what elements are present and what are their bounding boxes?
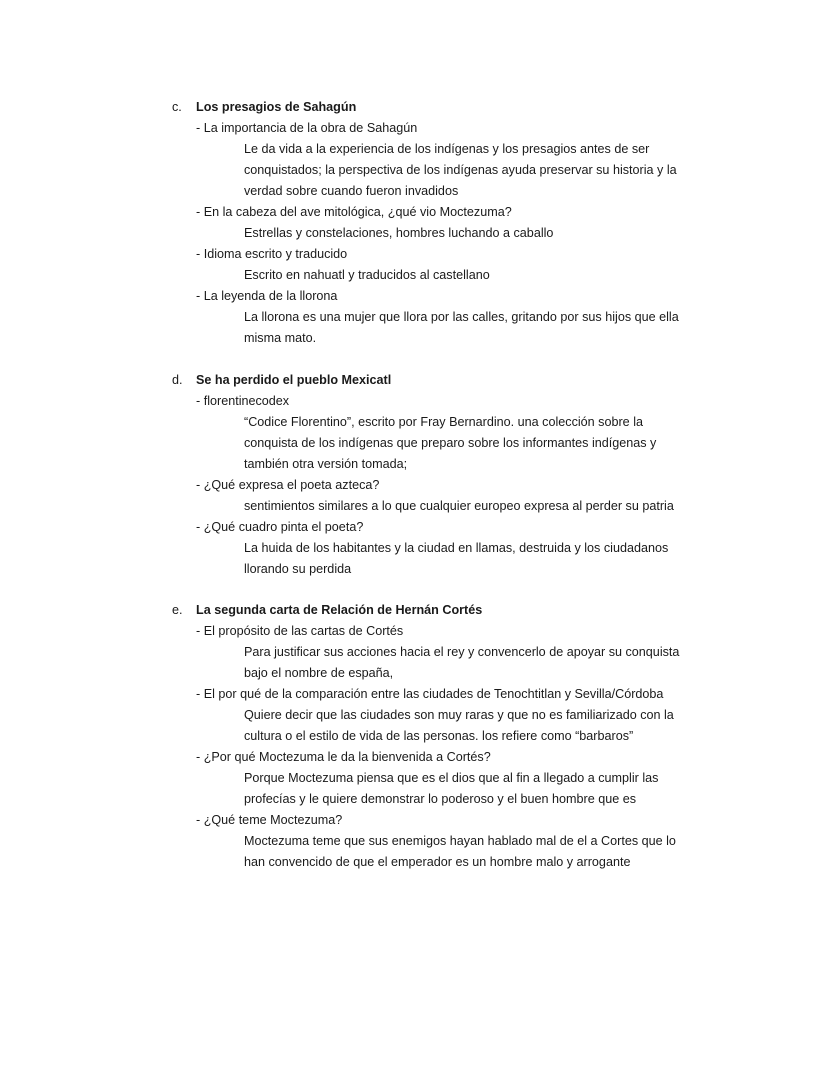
answer-line: conquistados; la perspectiva de los indígenas ayuda preservar su historia y la: [244, 163, 677, 177]
answer-line: también otra versión tomada;: [244, 457, 408, 471]
answer-line: Quiere decir que las ciudades son muy raras y que no es familiarizado con la: [244, 708, 674, 722]
question-item: - El por qué de la comparación entre las ciudades de Tenochtitlan y Sevilla/Córdoba: [196, 687, 664, 701]
section-letter: c.: [172, 100, 182, 114]
answer-line: conquista de los indígenas que preparo sobre los informantes indígenas y: [244, 436, 657, 450]
section-title: La segunda carta de Relación de Hernán Cortés: [196, 603, 483, 617]
answer-line: han convencido de que el emperador es un hombre malo y arrogante: [244, 855, 631, 869]
question-item: - ¿Qué teme Moctezuma?: [196, 813, 343, 827]
question-item: - El propósito de las cartas de Cortés: [196, 624, 404, 638]
answer-line: cultura o el estilo de vida de las personas. los refiere como “barbaros”: [244, 729, 634, 743]
answer-line: La llorona es una mujer que llora por las calles, gritando por sus hijos que ella: [244, 310, 679, 324]
answer-line: verdad sobre cuando fueron invadidos: [244, 184, 459, 198]
answer-line: profecías y le quiere demonstrar lo poderoso y el buen hombre que es: [244, 792, 637, 806]
answer-line: “Codice Florentino”, escrito por Fray Bernardino. una colección sobre la: [244, 415, 643, 429]
answer-line: llorando su perdida: [244, 562, 352, 576]
answer-line: Le da vida a la experiencia de los indígenas y los presagios antes de ser: [244, 142, 650, 156]
answer-line: Estrellas y constelaciones, hombres luchando a caballo: [244, 226, 554, 240]
question-item: - florentinecodex: [196, 394, 290, 408]
question-item: - ¿Qué expresa el poeta azteca?: [196, 478, 380, 492]
answer-line: misma mato.: [244, 331, 317, 345]
question-item: - ¿Qué cuadro pinta el poeta?: [196, 520, 364, 534]
answer-line: Para justificar sus acciones hacia el rey y convencerlo de apoyar su conquista: [244, 645, 680, 659]
answer-line: bajo el nombre de españa,: [244, 666, 394, 680]
question-item: - ¿Por qué Moctezuma le da la bienvenida a Cortés?: [196, 750, 491, 764]
question-item: - Idioma escrito y traducido: [196, 247, 348, 261]
question-item: - La importancia de la obra de Sahagún: [196, 121, 418, 135]
answer-line: sentimientos similares a lo que cualquier europeo expresa al perder su patria: [244, 499, 674, 513]
answer-line: Moctezuma teme que sus enemigos hayan hablado mal de el a Cortes que lo: [244, 834, 676, 848]
section-letter: d.: [172, 373, 183, 387]
answer-line: La huida de los habitantes y la ciudad en llamas, destruida y los ciudadanos: [244, 541, 669, 555]
section-title: Los presagios de Sahagún: [196, 100, 357, 114]
question-item: - En la cabeza del ave mitológica, ¿qué vio Moctezuma?: [196, 205, 512, 219]
section-letter: e.: [172, 603, 183, 617]
answer-line: Escrito en nahuatl y traducidos al castellano: [244, 268, 490, 282]
question-item: - La leyenda de la llorona: [196, 289, 338, 303]
answer-line: Porque Moctezuma piensa que es el dios que al fin a llegado a cumplir las: [244, 771, 659, 785]
section-title: Se ha perdido el pueblo Mexicatl: [196, 373, 392, 387]
